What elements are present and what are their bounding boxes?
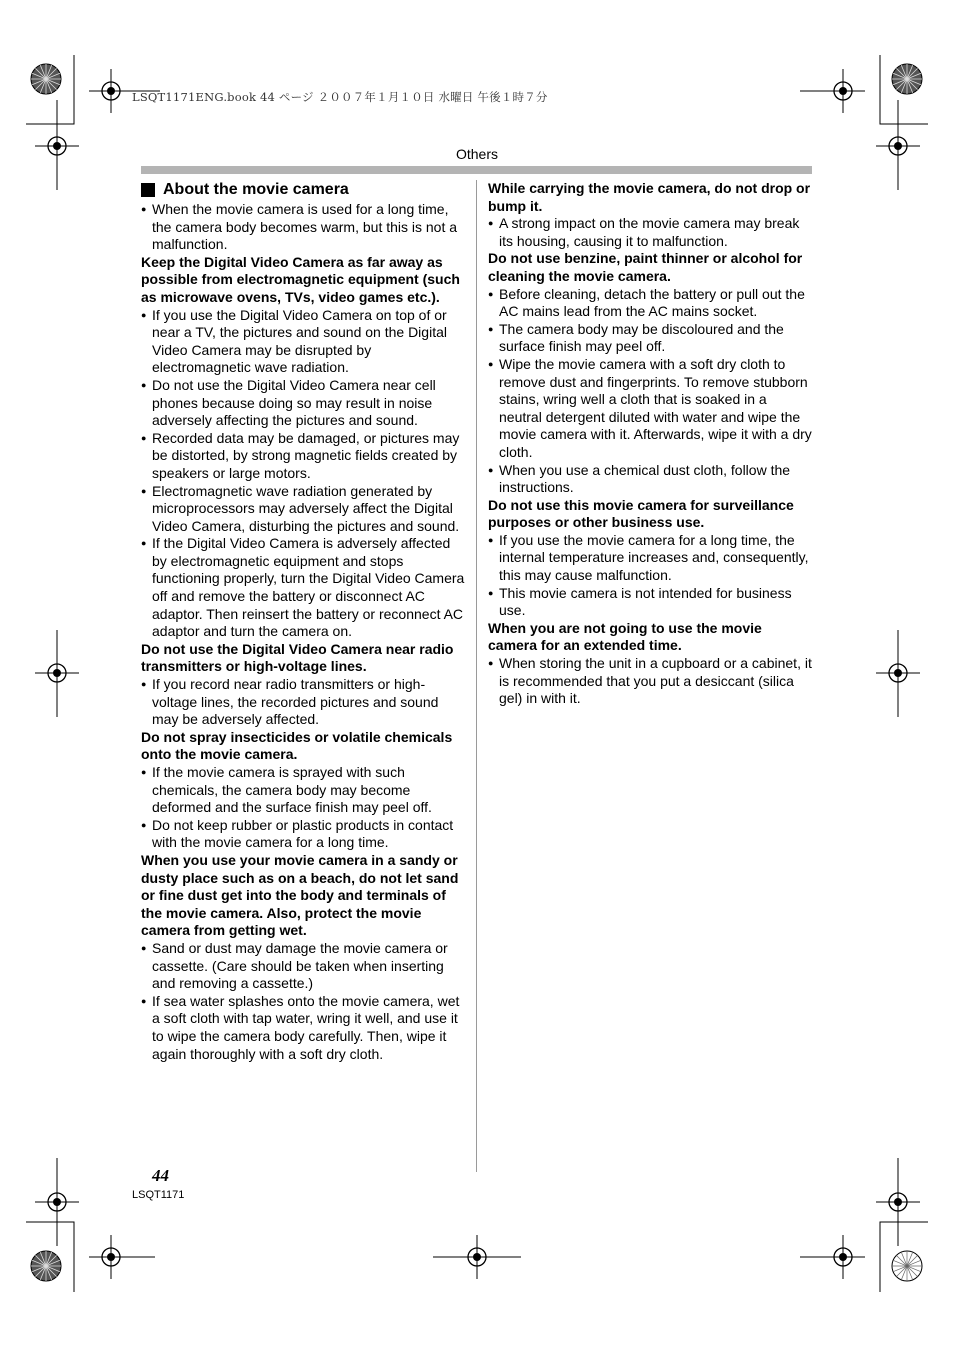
bullet-item: ● If you use the movie camera for a long time, the internal temperature increases and, consequently, this may cause malfunction. (488, 532, 812, 585)
bullet-item: ● A strong impact on the movie camera may break its housing, causing it to malfunction. (488, 215, 812, 250)
bullet-item: ● Wipe the movie camera with a soft dry cloth to remove dust and fingerprints. To remove stubborn stains, wring well a cloth that is soaked in a neutral detergent diluted with water and wipe the movie camera with it. Afterwards, wipe it with a dry cloth. (488, 356, 812, 462)
subheading: When you are not going to use the movie camera for an extended time. (488, 619, 762, 654)
bullet-item: ● When you use a chemical dust cloth, follow the instructions. (488, 462, 812, 497)
subheading: Keep the Digital Video Camera as far away as possible from electromagnetic equipment (such as microwave ovens, TVs, video games etc.). (141, 253, 460, 305)
subheading: While carrying the movie camera, do not drop or bump it. (488, 180, 811, 214)
bullet-item: ● Recorded data may be damaged, or pictures may be distorted, by strong magnetic fields created by speakers or large motors. (141, 430, 466, 483)
print-header: LSQT1171ENG.book 44 ページ ２００７年１月１０日 水曜日 午後１時７分 (132, 90, 548, 104)
bullet-item: ● Electromagnetic wave radiation generated by microprocessors may adversely affect the Digital Video Camera, disturbing the pictures and sound. (141, 483, 466, 536)
left-column (141, 180, 466, 1063)
bullet-item: ● Before cleaning, detach the battery or pull out the AC mains lead from the AC mains socket. (488, 286, 812, 321)
bullet-item: ● If you record near radio transmitters or high-voltage lines, the recorded pictures and sound may be adversely affected. (141, 676, 466, 729)
page-number: 44 (152, 1166, 169, 1185)
bullet-item: ● If you use the Digital Video Camera on top of or near a TV, the pictures and sound on the Digital Video Camera may be disrupted by electromagnetic wave radiation. (141, 307, 466, 377)
bullet-item: ● This movie camera is not intended for business use. (488, 585, 812, 620)
section-label: Others (455, 146, 498, 162)
bullet-item: ● If the Digital Video Camera is adversely affected by electromagnetic equipment and stops functioning properly, turn the Digital Video Camera off and remove the battery or disconnect AC adaptor. Then reinsert the battery or reconnect AC adaptor and turn the camera on. (141, 535, 466, 641)
square-bullet-icon (141, 183, 155, 197)
subheading: Do not use the Digital Video Camera near radio transmitters or high-voltage lines. (141, 640, 454, 675)
bullet-item: ● The camera body may be discoloured and the surface finish may peel off. (488, 321, 812, 356)
right-column (488, 180, 812, 708)
subheading: Do not spray insecticides or volatile chemicals onto the movie camera. (141, 728, 453, 763)
bullet-item: ● When the movie camera is used for a long time, the camera body becomes warm, but this is not a malfunction. (141, 201, 466, 254)
section-heading-text: About the movie camera (163, 181, 349, 198)
document-code: LSQT1171 (132, 1189, 185, 1201)
top-rule (141, 166, 812, 174)
subheading: Do not use this movie camera for surveillance purposes or other business use. (488, 496, 794, 531)
section-heading (141, 180, 466, 200)
bullet-item: ● Do not use the Digital Video Camera near cell phones because doing so may result in noise adversely affecting the pictures and sound. (141, 377, 466, 430)
column-divider (476, 180, 477, 1172)
bullet-item: ● When storing the unit in a cupboard or a cabinet, it is recommended that you put a desiccant (silica gel) in with it. (488, 655, 812, 708)
left-blocks (141, 201, 466, 1063)
bullet-item: ● Do not keep rubber or plastic products in contact with the movie camera for a long time. (141, 817, 466, 852)
bullet-item: ● If sea water splashes onto the movie camera, wet a soft cloth with tap water, wring it well, and use it to wipe the camera body carefully. Then, wipe it again thoroughly with a soft dry cloth. (141, 993, 466, 1063)
right-blocks (488, 180, 812, 708)
bullet-item: ● If the movie camera is sprayed with such chemicals, the camera body may become deformed and the surface finish may peel off. (141, 764, 466, 817)
bullet-item: ● Sand or dust may damage the movie camera or cassette. (Care should be taken when inserting and removing a cassette.) (141, 940, 466, 993)
subheading: Do not use benzine, paint thinner or alcohol for cleaning the movie camera. (488, 250, 803, 284)
subheading: When you use your movie camera in a sandy or dusty place such as on a beach, do not let sand or fine dust get into the body and terminals of the movie camera. Also, protect the movie camera from getting wet. (141, 851, 459, 939)
